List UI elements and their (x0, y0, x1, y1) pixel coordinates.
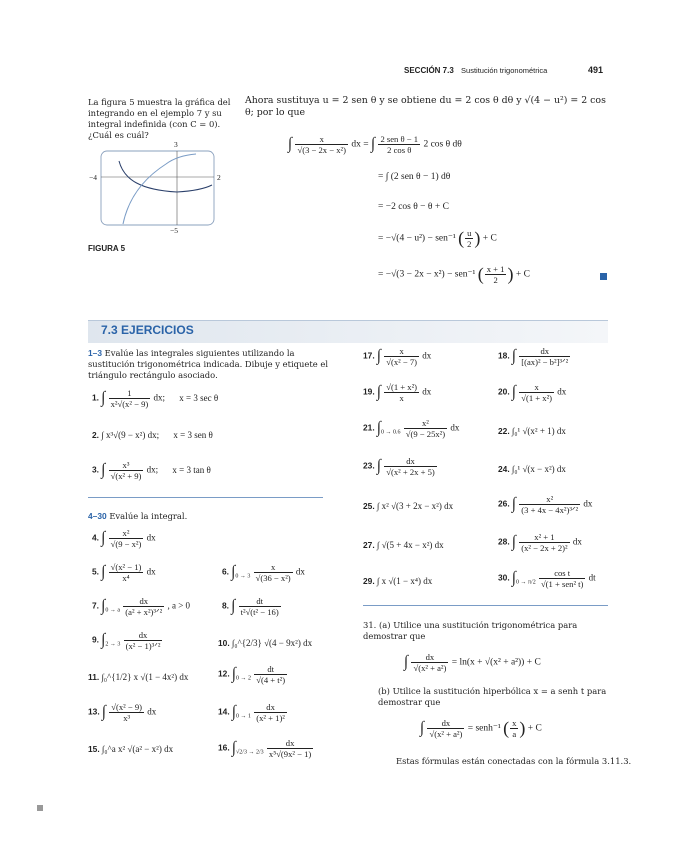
exercise-2: 2. ∫ x³√(9 − x²) dx; x = 3 sen θ (92, 430, 213, 440)
exercise-23: 23. ∫ $\frac{dx}{\text{√(x² + 2x + 5)}}$ (363, 456, 435, 477)
exercise-31-note: Estas fórmulas están conectadas con la fórmula 3.11.3. (396, 756, 632, 766)
derivation-line-5: = −√(3 − 2x − x²) − sen⁻¹ ( $\frac{x + 1}{2}$ ) + C (378, 264, 530, 285)
curve-integrand (119, 161, 212, 192)
section-title: Sustitución trigonométrica (461, 66, 548, 75)
exercise-13: 13. ∫ $\frac{\text{√(x² − 9)}}{\text{x³}}$ dx (88, 702, 157, 723)
exercise-28: 28. ∫ $\frac{\text{x² + 1}}{\text{(x² − 2x + 2)²}}$ dx (498, 532, 582, 553)
exercise-4: 4. ∫ $\frac{\text{x²}}{\text{√(9 − x²)}}$ dx (92, 528, 156, 549)
exercise-6: 6. $\int_{0 \to 3}$ $\frac{x}{\text{√(36 − x²)}}$ dx (222, 562, 305, 583)
margin-note: La figura 5 muestra la gráfica del integrando en el ejemplo 7 y su integral indefinida (con C = 0). ¿Cuál es cuál? (88, 97, 231, 140)
exercise-24: 24. ∫₀¹ √(x − x²) dx (498, 464, 566, 474)
exercise-3: 3. ∫ $\frac{\text{x³}}{\text{√(x² + 9)}}$ dx; x = 3 tan θ (92, 460, 211, 481)
page-number: 491 (588, 65, 604, 75)
exercise-8: 8. ∫ $\frac{dt}{\text{t²√(t² − 16)}}$ (222, 596, 279, 617)
exercise-20: 20. ∫ $\frac{x}{\text{√(1 + x²)}}$ dx (498, 382, 567, 403)
exercise-21: 21. $\int_{0 \to 0.6}$ $\frac{\text{x²}}{\text{√(9 − 25x²)}}$ dx (363, 418, 460, 439)
figure-5 (86, 140, 226, 240)
exercises-heading: 7.3 EJERCICIOS (101, 323, 194, 337)
group-2-instructions (88, 511, 187, 522)
separator-left (88, 497, 323, 498)
exercise-27: 27. ∫ √(5 + 4x − x²) dx (363, 540, 444, 550)
exercise-10: 10. ∫₀^{2/3} √(4 − 9x²) dx (218, 638, 313, 648)
exercise-30: 30. $\int_{0 \to \pi/2}$ $\frac{\text{cos t}}{\text{√(1 + sen² t)}}$ dt (498, 568, 596, 589)
exercise-11: 11. ∫₀^{1/2} x √(1 − 4x²) dx (88, 672, 189, 682)
tick-left: −4 (89, 173, 97, 182)
derivation-line-1: ∫ $\frac{x}{\text{√(3 − 2x − x²)}}$ dx = ∫ $\frac{\text{2 sen θ − 1}}{\text{2 cos θ}}$ 2 cos θ dθ (288, 134, 462, 155)
group-2-range: 4–30 (88, 511, 107, 521)
exercise-31b-formula: ∫ $\frac{dx}{\text{√(x² + a²)}}$ = senh⁻¹ ( $\frac{x}{a}$ ) + C (420, 718, 542, 739)
group-2-text: Evalúe la integral. (109, 511, 188, 521)
section-label: SECCIÓN 7.3 (404, 66, 454, 75)
tick-right: 2 (217, 173, 221, 182)
exercise-5: 5. ∫ $\frac{\text{√(x² − 1)}}{\text{x⁴}}$ dx (92, 562, 156, 583)
exercise-16: 16. $\int_{√2/3 \to 2/3}$ $\frac{dx}{\text{x⁵√(9x² − 1)}}$ (218, 738, 312, 759)
exercise-15: 15. ∫₀^a x² √(a² − x²) dx (88, 744, 174, 754)
exercise-29: 29. ∫ x √(1 − x⁴) dx (363, 576, 433, 586)
exercise-26: 26. ∫ $\frac{\text{x²}}{\text{(3 + 4x − 4x²)³ᐟ²}}$ dx (498, 494, 593, 515)
footer-square (37, 805, 43, 811)
exercise-25: 25. ∫ x² √(3 + 2x − x²) dx (363, 501, 454, 511)
exercise-19: 19. ∫ $\frac{\text{√(1 + x²)}}{x}$ dx (363, 382, 432, 403)
figure-frame (101, 151, 214, 225)
derivation-line-3: = −2 cos θ − θ + C (378, 202, 449, 212)
exercise-14: 14. $\int_{0 \to 1}$ $\frac{dx}{\text{(x² + 1)²}}$ (218, 702, 285, 723)
running-header (404, 66, 547, 75)
exercise-17: 17. ∫ $\frac{x}{\text{√(x² − 7)}}$ dx (363, 346, 432, 367)
exercise-31a: 31. (a) Utilice una sustitución trigonométrica para demostrar que (363, 620, 578, 641)
exercise-18: 18. ∫ $\frac{dx}{\text{[(ax)² − b²]³ᐟ²}}$ (498, 346, 569, 367)
figure-5-graph (86, 140, 226, 240)
intro-text: Ahora sustituya u = 2 sen θ y se obtiene du = 2 cos θ dθ y √(4 − u²) = 2 cos θ; por lo que (245, 95, 606, 118)
end-of-example-square (600, 273, 607, 280)
figure-caption: FIGURA 5 (88, 244, 126, 253)
exercise-12: 12. $\int_{0 \to 2}$ $\frac{dt}{\text{√(4 + t²)}}$ (218, 664, 286, 685)
group-1-instructions (88, 348, 328, 381)
tick-bottom: −5 (170, 226, 178, 235)
group-1-range: 1–3 (88, 348, 102, 358)
exercise-9: 9. $\int_{2 \to 3}$ $\frac{dx}{\text{(x² − 1)³ᐟ²}}$ (92, 630, 161, 651)
group-1-text: Evalúe las integrales siguientes utilizando la sustitución trigonométrica indicada. Dibuje y etiquete el triángulo rectángulo asociado. (88, 348, 329, 380)
exercise-31a-formula: ∫ $\frac{dx}{\text{√(x² + a²)}}$ = ln(x + √(x² + a²)) + C (404, 652, 541, 673)
separator-right (363, 605, 608, 606)
exercise-1: 1. ∫ $\frac{1}{\text{x²√(x² − 9)}}$ dx; x = 3 sec θ (92, 388, 219, 409)
tick-top: 3 (174, 140, 178, 149)
derivation-line-4: = −√(4 − u²) − sen⁻¹ ( $\frac{u}{2}$ ) + C (378, 228, 497, 249)
derivation-line-2: = ∫ (2 sen θ − 1) dθ (378, 172, 451, 182)
exercise-22: 22. ∫₀¹ √(x² + 1) dx (498, 426, 566, 436)
exercise-31b: (b) Utilice la sustitución hiperbólica x = a senh t para demostrar que (378, 686, 607, 707)
curve-antiderivative (123, 154, 196, 224)
exercise-7: 7. $\int_{0 \to a}$ $\frac{dx}{\text{(a² + x²)³ᐟ²}}$ , a > 0 (92, 596, 191, 617)
